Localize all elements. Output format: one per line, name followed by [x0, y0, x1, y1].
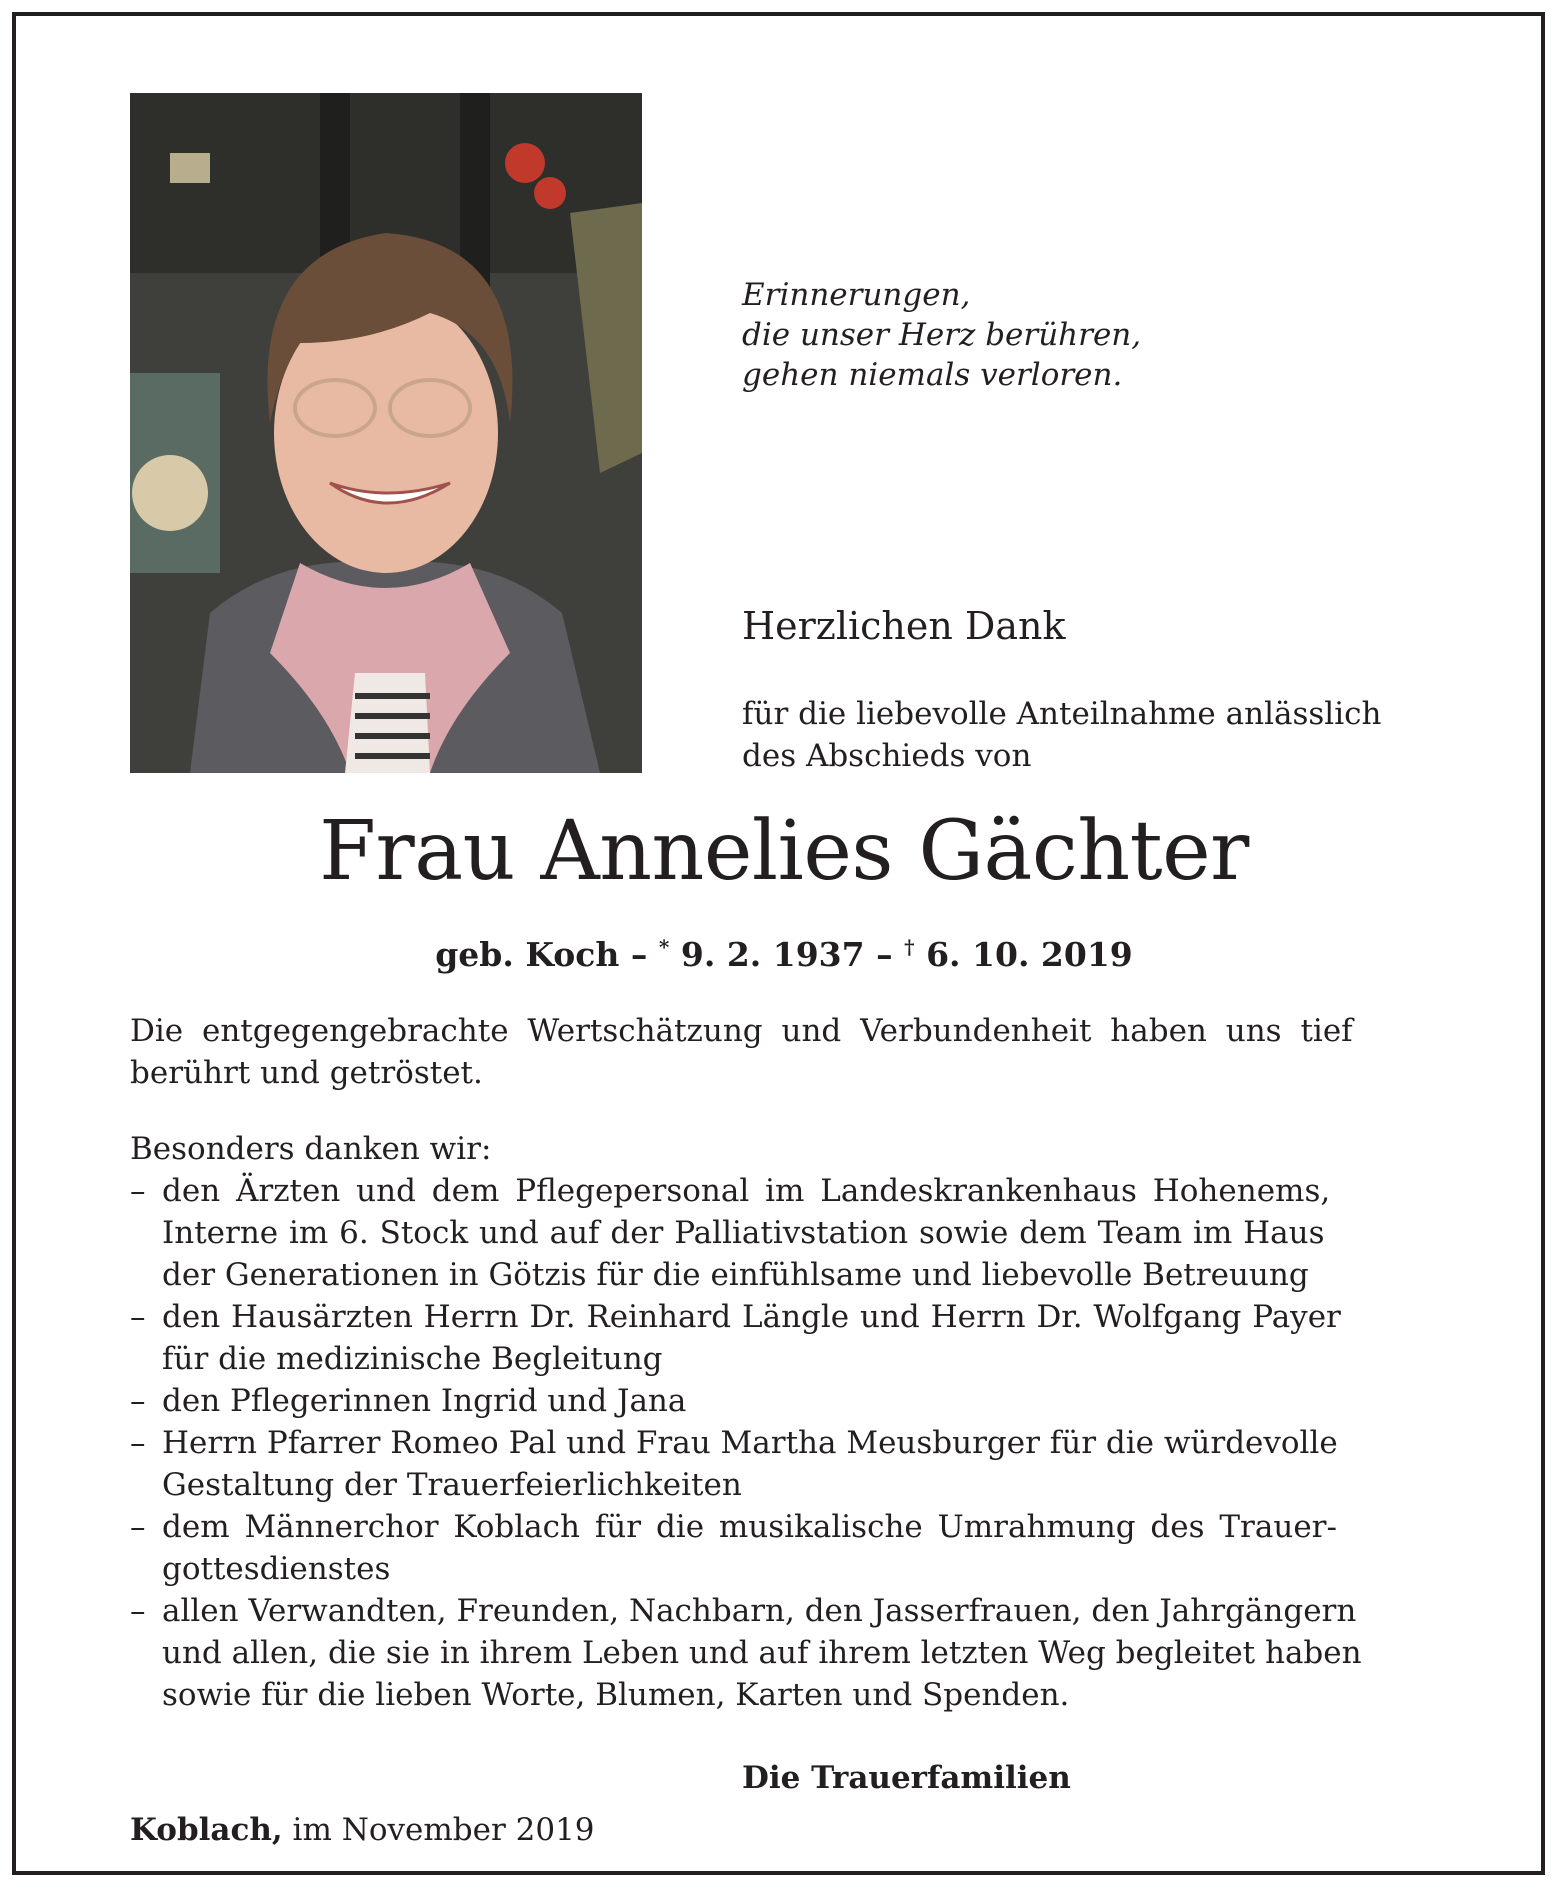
date-separator: – — [876, 935, 893, 974]
quote-line: Erinnerungen, — [742, 277, 971, 313]
death-date: 6. 10. 2019 — [926, 935, 1133, 974]
list-item — [130, 1170, 1440, 1296]
special-thanks-list — [130, 1170, 1440, 1716]
list-dash: – — [130, 1425, 146, 1461]
list-item — [130, 1380, 1440, 1422]
list-item-line: den Pflegerinnen Ingrid und Jana — [162, 1383, 687, 1419]
thanks-subtext-line: des Abschieds von — [742, 738, 1032, 774]
list-item — [130, 1506, 1440, 1590]
list-item-line: Gestaltung der Trauerfeierlichkeiten — [162, 1467, 742, 1503]
thanks-heading: Herzlichen Dank — [742, 604, 1066, 648]
special-thanks-heading: Besonders danken wir: — [130, 1131, 492, 1167]
place-town: Koblach, — [130, 1812, 283, 1848]
list-item — [130, 1590, 1440, 1716]
intro-line: berührt und getröstet. — [130, 1055, 483, 1091]
list-item-line: der Generationen in Götzis für die einfühlsame und liebevolle Betreuung — [162, 1257, 1309, 1293]
portrait-illustration — [130, 93, 642, 773]
list-dash: – — [130, 1299, 146, 1335]
list-item-line: Herrn Pfarrer Romeo Pal und Frau Martha Meusburger für die würdevolle — [162, 1425, 1338, 1461]
intro-line: Die entgegengebrachte Wertschätzung und Verbundenheit haben uns tief — [130, 1013, 1353, 1049]
list-item-line: Interne im 6. Stock und auf der Palliativstation sowie dem Team im Haus — [162, 1215, 1325, 1251]
list-dash: – — [130, 1593, 146, 1629]
memorial-quote — [742, 275, 1141, 395]
thanks-subtext — [742, 693, 1381, 777]
list-dash: – — [130, 1173, 146, 1209]
life-dates — [0, 933, 1568, 977]
list-item — [130, 1422, 1440, 1506]
list-item-line: sowie für die lieben Worte, Blumen, Karten und Spenden. — [162, 1677, 1070, 1713]
list-item-line: den Hausärzten Herrn Dr. Reinhard Längle und Herrn Dr. Wolfgang Payer — [162, 1299, 1341, 1335]
birth-name: geb. Koch — [435, 935, 620, 974]
place-month: im November 2019 — [292, 1812, 595, 1848]
death-symbol: † — [904, 935, 915, 959]
quote-line: die unser Herz berühren, — [742, 317, 1142, 353]
birth-date: 9. 2. 1937 — [680, 935, 865, 974]
thanks-subtext-line: für die liebevolle Anteilnahme anlässlich — [742, 696, 1382, 732]
quote-line: gehen niemals verloren. — [742, 357, 1123, 393]
portrait-photo — [130, 93, 642, 773]
intro-paragraph — [130, 1010, 1440, 1094]
birth-symbol: * — [658, 935, 670, 959]
date-separator: – — [630, 935, 648, 974]
list-item — [130, 1296, 1440, 1380]
list-item-line: dem Männerchor Koblach für die musikalische Umrahmung des Trauer- — [162, 1509, 1337, 1545]
list-item-line: allen Verwandten, Freunden, Nachbarn, den Jasserfrauen, den Jahrgängern — [162, 1593, 1357, 1629]
list-item-line: für die medizinische Begleitung — [162, 1341, 663, 1377]
list-dash: – — [130, 1383, 146, 1419]
place-date — [130, 1809, 595, 1851]
list-dash: – — [130, 1509, 146, 1545]
signoff: Die Trauerfamilien — [742, 1760, 1071, 1796]
deceased-name: Frau Annelies Gächter — [319, 804, 1249, 899]
list-item-line: und allen, die sie in ihrem Leben und auf ihrem letzten Weg begleitet haben — [162, 1635, 1362, 1671]
list-item-line: gottesdienstes — [162, 1551, 391, 1587]
list-item-line: den Ärzten und dem Pflegepersonal im Landeskrankenhaus Hohenems, — [162, 1173, 1331, 1209]
